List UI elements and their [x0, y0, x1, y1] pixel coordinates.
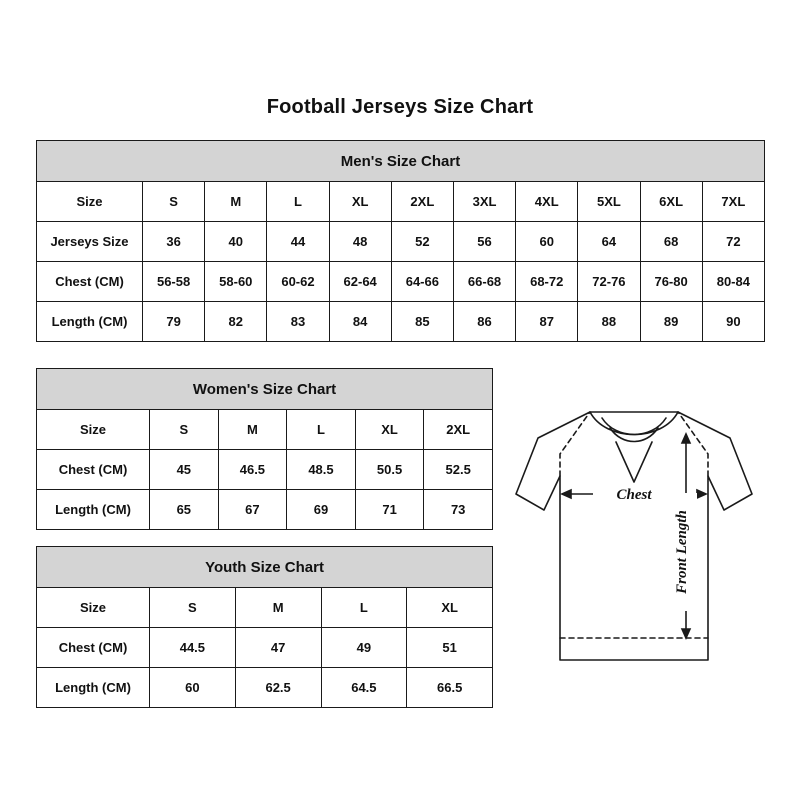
column-header: 6XL — [640, 182, 702, 222]
table-cell: 62.5 — [235, 668, 321, 708]
front-length-label: Front Length — [674, 510, 690, 594]
table-caption-row — [37, 547, 493, 588]
row-label: Length (CM) — [37, 490, 150, 530]
column-header: M — [205, 182, 267, 222]
tshirt-outline — [516, 412, 752, 660]
mens-table-caption: Men's Size Chart — [37, 141, 765, 182]
table-cell: 60 — [516, 222, 578, 262]
column-header: 4XL — [516, 182, 578, 222]
table-cell: 68-72 — [516, 262, 578, 302]
row-label: Chest (CM) — [37, 628, 150, 668]
table-cell: 66.5 — [407, 668, 493, 708]
table-cell: 48.5 — [287, 450, 356, 490]
youth-table-caption: Youth Size Chart — [37, 547, 493, 588]
table-cell: 56 — [453, 222, 515, 262]
column-header: 2XL — [424, 410, 493, 450]
table-cell: 44.5 — [150, 628, 236, 668]
row-label: Length (CM) — [37, 302, 143, 342]
left-sleeve-seam — [560, 412, 590, 476]
tshirt-measurement-diagram — [498, 398, 770, 688]
table-cell: 51 — [407, 628, 493, 668]
table-cell: 66-68 — [453, 262, 515, 302]
table-cell: 83 — [267, 302, 329, 342]
column-header: XL — [355, 410, 424, 450]
table-row — [37, 222, 765, 262]
table-cell: 86 — [453, 302, 515, 342]
table-caption-row — [37, 369, 493, 410]
chest-label: Chest — [616, 487, 652, 503]
table-cell: 50.5 — [355, 450, 424, 490]
column-header: XL — [407, 588, 493, 628]
table-cell: 76-80 — [640, 262, 702, 302]
row-label: Jerseys Size — [37, 222, 143, 262]
row-label: Length (CM) — [37, 668, 150, 708]
table-cell: 67 — [218, 490, 287, 530]
table-cell: 71 — [355, 490, 424, 530]
youth-size-table — [36, 546, 493, 708]
column-header: 3XL — [453, 182, 515, 222]
mens-size-table — [36, 140, 765, 342]
table-cell: 36 — [143, 222, 205, 262]
column-header: 5XL — [578, 182, 640, 222]
table-row — [37, 302, 765, 342]
table-cell: 40 — [205, 222, 267, 262]
table-cell: 46.5 — [218, 450, 287, 490]
table-cell: 73 — [424, 490, 493, 530]
column-header: XL — [329, 182, 391, 222]
row-label: Chest (CM) — [37, 262, 143, 302]
table-cell: 44 — [267, 222, 329, 262]
page-title: Football Jerseys Size Chart — [266, 96, 534, 118]
womens-table-caption: Women's Size Chart — [37, 369, 493, 410]
table-cell: 82 — [205, 302, 267, 342]
table-row — [37, 490, 493, 530]
table-header-row — [37, 182, 765, 222]
table-cell: 89 — [640, 302, 702, 342]
table-cell: 90 — [702, 302, 764, 342]
table-cell: 84 — [329, 302, 391, 342]
column-header: M — [218, 410, 287, 450]
table-row — [37, 450, 493, 490]
v-neck — [616, 442, 652, 482]
table-cell: 64 — [578, 222, 640, 262]
table-cell: 68 — [640, 222, 702, 262]
collar-inner-1 — [602, 418, 666, 435]
table-cell: 64-66 — [391, 262, 453, 302]
table-row — [37, 668, 493, 708]
column-header-size: Size — [37, 588, 150, 628]
table-cell: 49 — [321, 628, 407, 668]
womens-size-table — [36, 368, 493, 530]
table-cell: 80-84 — [702, 262, 764, 302]
column-header: L — [321, 588, 407, 628]
column-header: 7XL — [702, 182, 764, 222]
column-header-size: Size — [37, 182, 143, 222]
column-header: 2XL — [391, 182, 453, 222]
column-header: S — [150, 410, 219, 450]
table-cell: 47 — [235, 628, 321, 668]
table-cell: 58-60 — [205, 262, 267, 302]
column-header: L — [287, 410, 356, 450]
table-caption-row — [37, 141, 765, 182]
table-cell: 60 — [150, 668, 236, 708]
column-header: S — [143, 182, 205, 222]
table-cell: 72-76 — [578, 262, 640, 302]
table-header-row — [37, 410, 493, 450]
table-row — [37, 628, 493, 668]
table-cell: 48 — [329, 222, 391, 262]
table-cell: 88 — [578, 302, 640, 342]
table-cell: 79 — [143, 302, 205, 342]
table-cell: 72 — [702, 222, 764, 262]
column-header: M — [235, 588, 321, 628]
table-cell: 52.5 — [424, 450, 493, 490]
table-cell: 64.5 — [321, 668, 407, 708]
column-header: L — [267, 182, 329, 222]
table-cell: 56-58 — [143, 262, 205, 302]
collar-outline — [590, 412, 678, 435]
table-cell: 69 — [287, 490, 356, 530]
table-cell: 65 — [150, 490, 219, 530]
row-label: Chest (CM) — [37, 450, 150, 490]
table-cell: 62-64 — [329, 262, 391, 302]
table-cell: 60-62 — [267, 262, 329, 302]
table-cell: 87 — [516, 302, 578, 342]
table-cell: 52 — [391, 222, 453, 262]
table-cell: 85 — [391, 302, 453, 342]
table-row — [37, 262, 765, 302]
column-header-size: Size — [37, 410, 150, 450]
column-header: S — [150, 588, 236, 628]
table-cell: 45 — [150, 450, 219, 490]
table-header-row — [37, 588, 493, 628]
right-sleeve-seam — [678, 412, 708, 476]
